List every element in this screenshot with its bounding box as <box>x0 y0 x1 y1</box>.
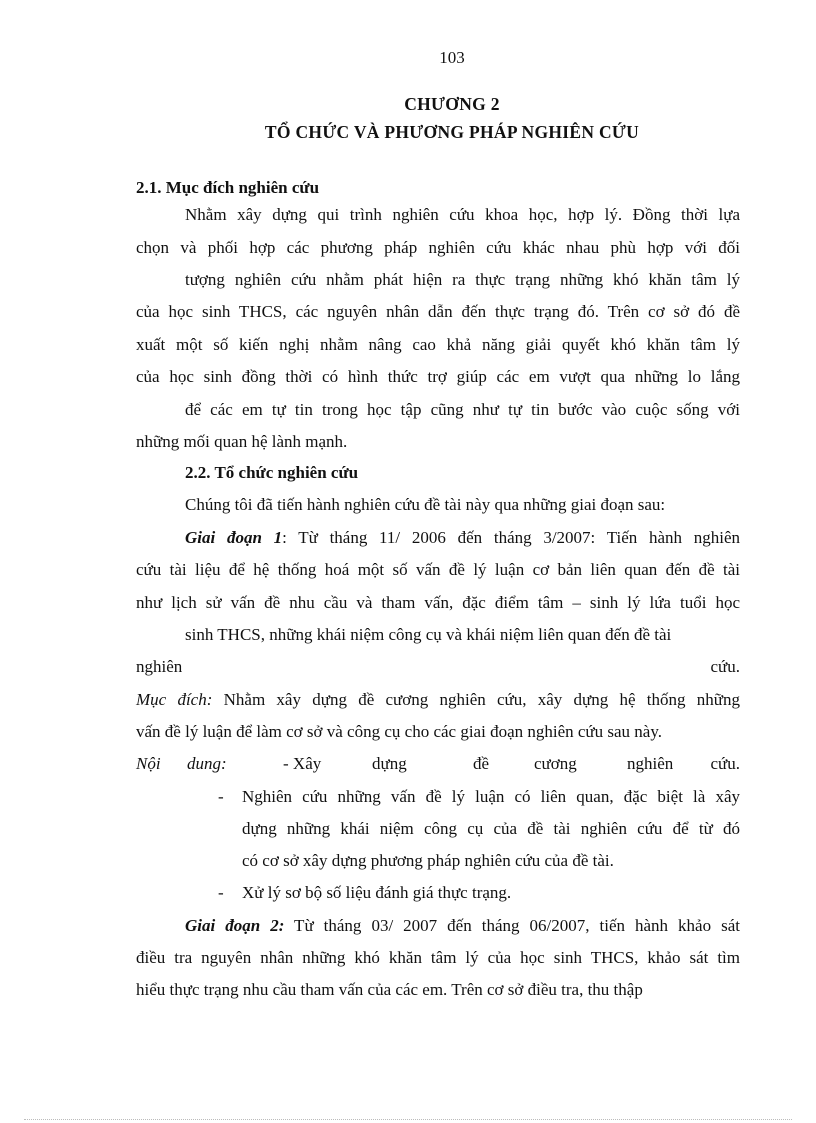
chapter-title: TỔ CHỨC VÀ PHƯƠNG PHÁP NGHIÊN CỨU <box>264 122 640 142</box>
paragraph-line: cứu tài liệu để hệ thống hoá một số vấn đề lý luận cơ bản liên quan đến đề tài <box>136 560 740 579</box>
stage1-label: Giai đoạn 1 <box>185 528 283 547</box>
purpose-label: Mục đích: <box>136 690 213 709</box>
bullet-line: có cơ sở xây dựng phương pháp nghiên cứu của đề tài. <box>242 851 614 870</box>
paragraph-line: những mối quan hệ lành mạnh. <box>136 432 348 451</box>
stage2-line1-rest: Từ tháng 03/ 2007 đến tháng 06/2007, tiến hành khảo sát <box>284 916 740 935</box>
paragraph-line: hiểu thực trạng nhu cầu tham vấn của các em. Trên cơ sở điều tra, thu thập <box>136 980 643 999</box>
content-word: - Xây <box>283 754 322 773</box>
content-label-word: Nội <box>136 754 161 773</box>
paragraph-line-right: cứu. <box>710 657 740 676</box>
paragraph-line: của học sinh THCS, các nguyên nhân dẫn đến thực trạng đó. Trên cơ sở đó đề <box>136 302 740 321</box>
section-heading-2-2: 2.2. Tổ chức nghiên cứu <box>185 463 359 482</box>
bullet-dash: - <box>218 883 224 902</box>
content-label-word: dung: <box>187 754 227 773</box>
chapter-label: CHƯƠNG 2 <box>404 94 500 114</box>
stage2-first-line <box>185 916 740 936</box>
paragraph-line-left: nghiên <box>136 657 183 676</box>
paragraph-line: sinh THCS, những khái niệm công cụ và khái niệm liên quan đến đề tài <box>185 625 672 644</box>
page-number: 103 <box>439 48 465 67</box>
stage2-label: Giai đoạn 2: <box>185 916 285 935</box>
paragraph-line: như lịch sử vấn đề nhu cầu và tham vấn, đặc điểm tâm – sinh lý lứa tuổi học <box>136 593 740 612</box>
purpose-line <box>136 690 740 710</box>
bullet-line: dựng những khái niệm công cụ của đề tài nghiên cứu để từ đó <box>242 819 740 838</box>
paragraph-line: để các em tự tin trong học tập cũng như tự tin bước vào cuộc sống với <box>185 400 740 419</box>
page-bottom-border <box>24 1119 792 1120</box>
content-word: đề <box>473 754 490 773</box>
bullet-dash: - <box>218 787 224 806</box>
stage1-line1-rest: : Từ tháng 11/ 2006 đến tháng 3/2007: Tiến hành nghiên <box>282 528 740 547</box>
paragraph-line: chọn và phối hợp các phương pháp nghiên cứu khác nhau phù hợp với đối <box>136 238 740 257</box>
paragraph-line: Nhằm xây dựng qui trình nghiên cứu khoa học, hợp lý. Đồng thời lựa <box>185 205 740 224</box>
bullet-line: Nghiên cứu những vấn đề lý luận có liên quan, đặc biệt là xây <box>242 787 740 806</box>
bullet-line: Xử lý sơ bộ số liệu đánh giá thực trạng. <box>242 883 512 902</box>
section-heading-2-1: 2.1. Mục đích nghiên cứu <box>136 178 320 197</box>
content-word: nghiên <box>627 754 674 773</box>
paragraph-line: điều tra nguyên nhân những khó khăn tâm lý của học sinh THCS, khảo sát tìm <box>136 948 740 967</box>
paragraph-line: của học sinh đồng thời có hình thức trợ giúp các em vượt qua những lo lắng <box>136 367 740 386</box>
content-word: dựng <box>372 754 407 773</box>
paragraph-line: tượng nghiên cứu nhằm phát hiện ra thực trạng những khó khăn tâm lý <box>185 270 740 289</box>
paragraph-line: Chúng tôi đã tiến hành nghiên cứu đề tài này qua những giai đoạn sau: <box>185 495 666 514</box>
purpose-text: Nhằm xây dựng đề cương nghiên cứu, xây dựng hệ thống những <box>212 690 740 709</box>
stage1-first-line <box>185 528 740 548</box>
paragraph-line: xuất một số kiến nghị nhằm nâng cao khả năng giải quyết khó khăn tâm lý <box>136 335 740 354</box>
content-word: cứu. <box>710 754 740 773</box>
paragraph-line: vấn đề lý luận để làm cơ sở và công cụ cho các giai đoạn nghiên cứu sau này. <box>136 722 662 741</box>
content-word: cương <box>534 754 577 773</box>
